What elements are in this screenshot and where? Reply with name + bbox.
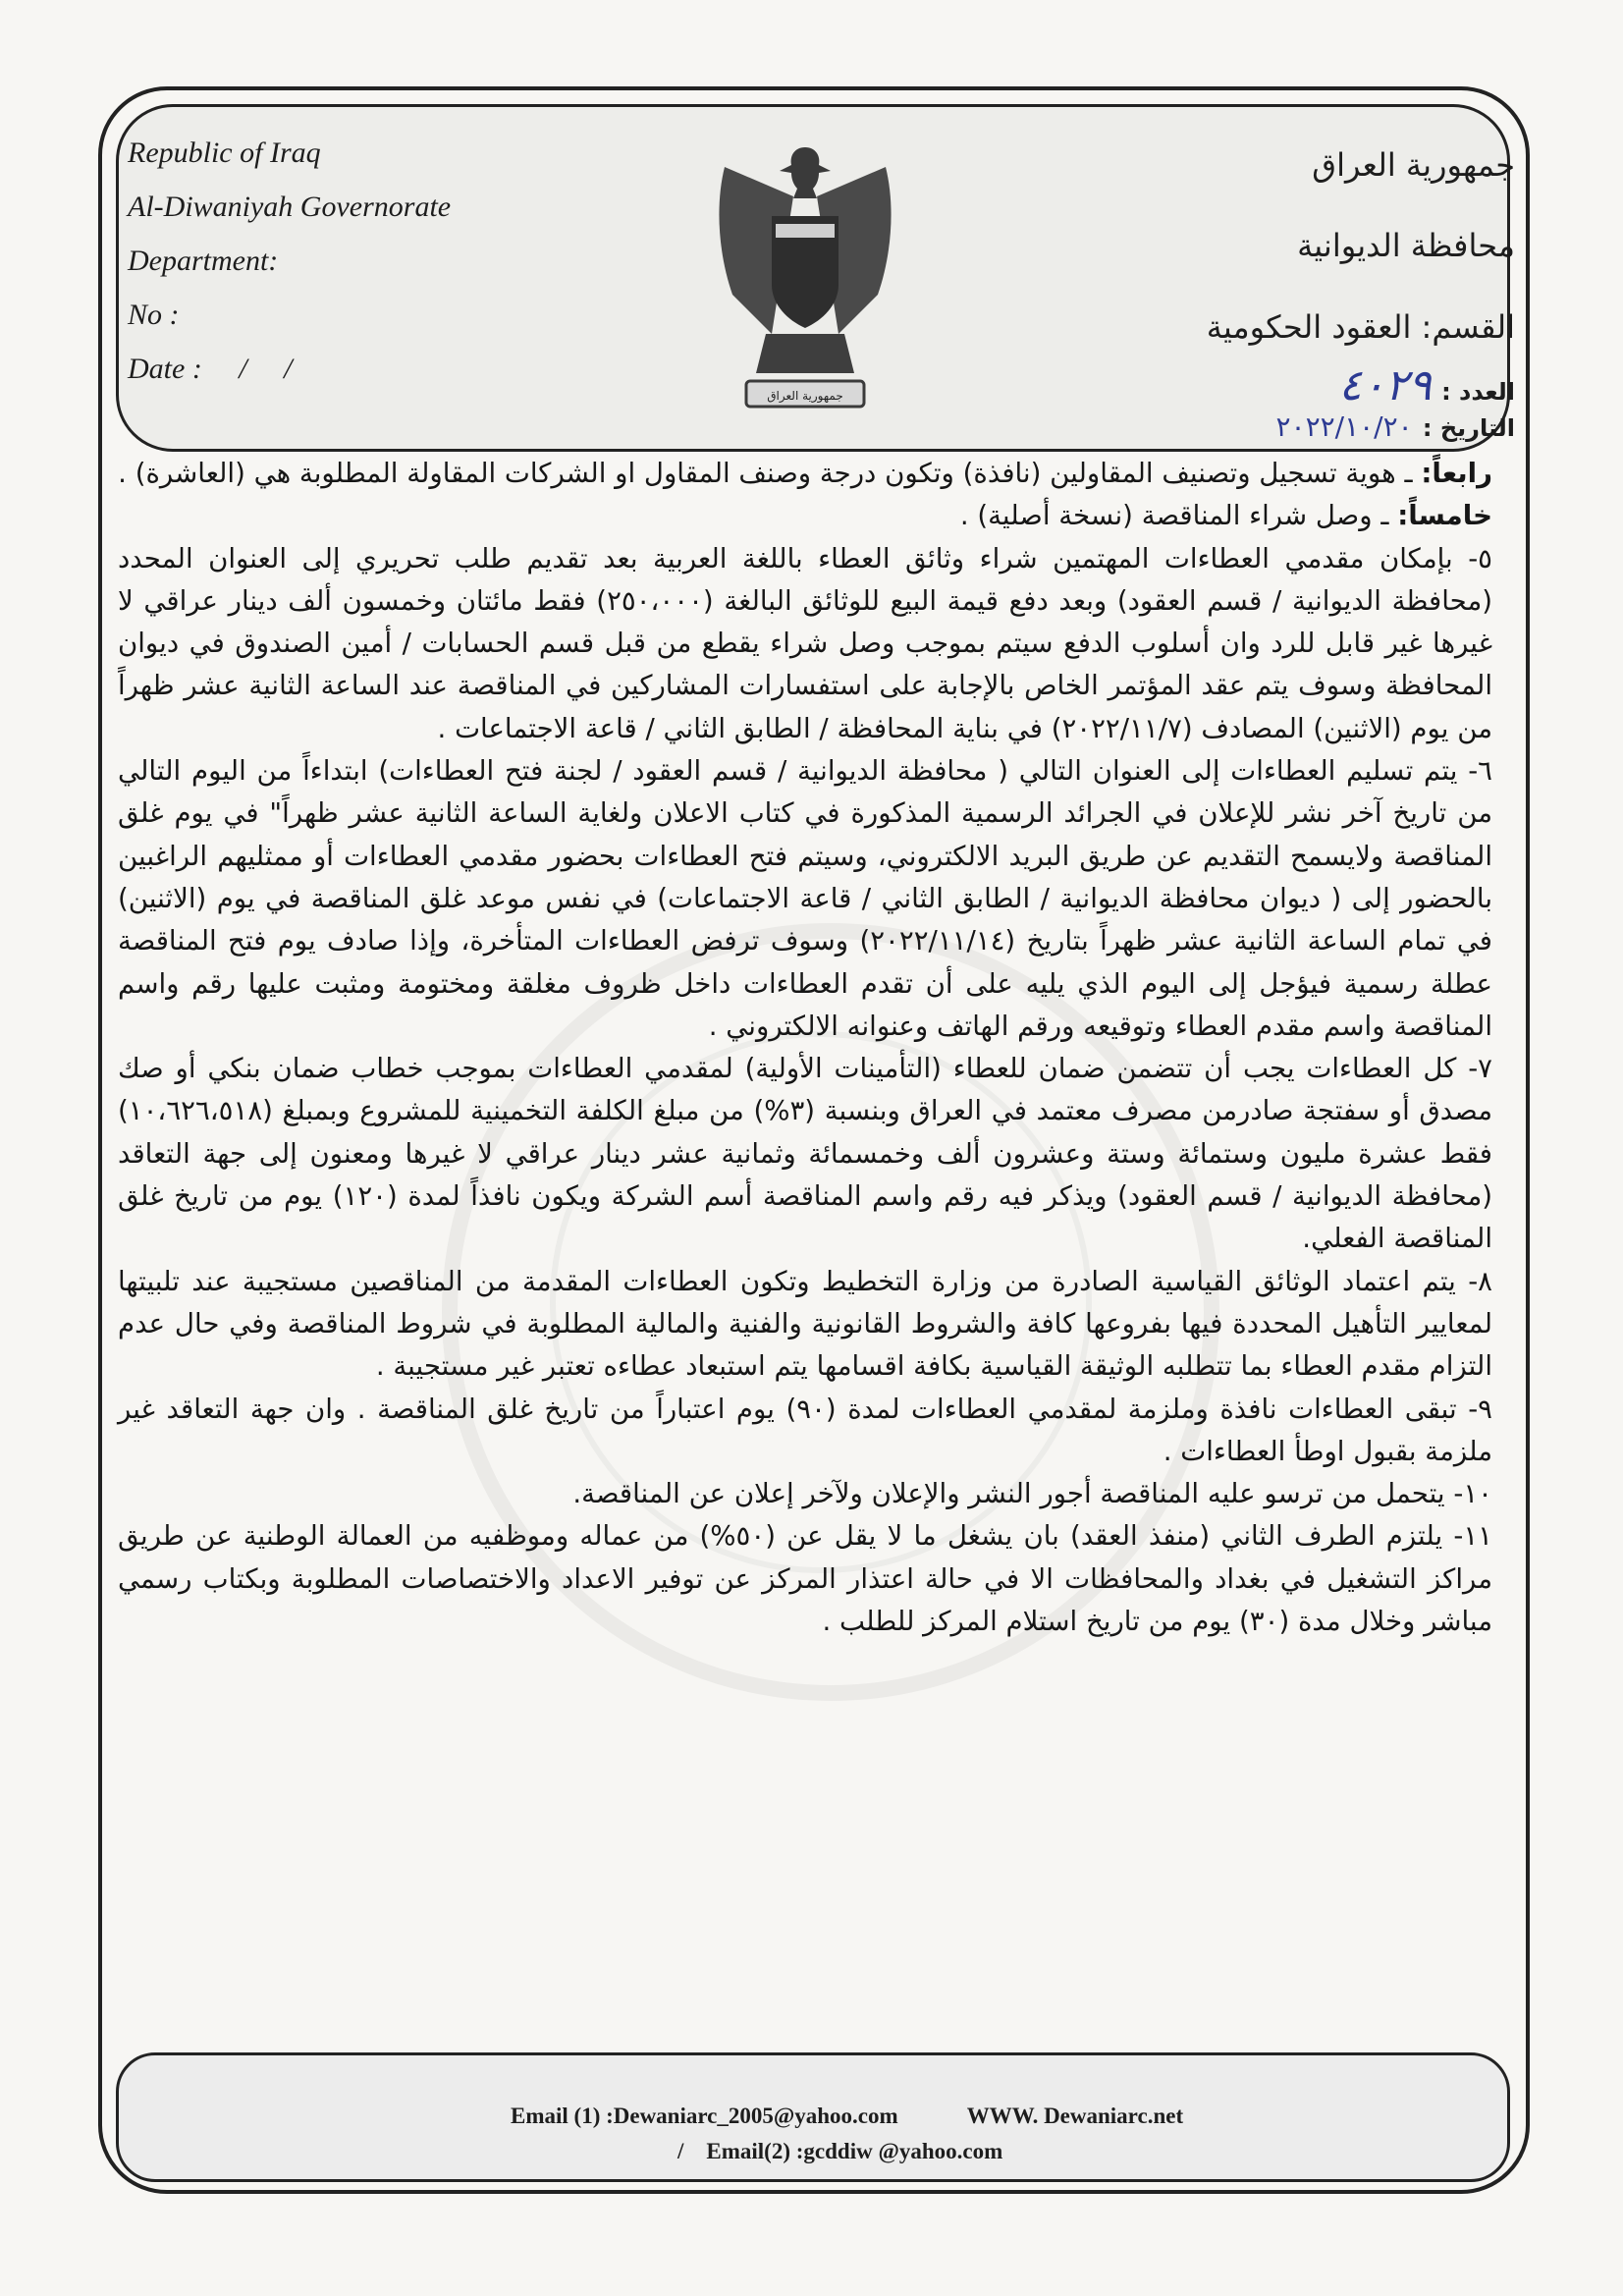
paragraph: ٧- كل العطاءات يجب أن تتضمن ضمان للعطاء (التأمينات الأولية) لمقدمي العطاءات بموجب خطاب ضمان بنكي أو صك مصدق أو سفتجة صادرمن مصرف معتمد في العراق وبنسبة (٣%) من مبلغ الكلفة التخمينية للمشروع وبمبلغ (١٠،٦٢٦،٥١٨) فقط عشرة مليون وستمائة وستة وعشرون ألف وخمسمائة وثمانية عشر دينار عراقي لا غيرها ومعنون إلى جهة التعاقد (محافظة الديوانية / قسم العقود) ويذكر فيه رقم واسم المناقصة أسم الشركة ويكون نافذاً لمدة (١٢٠) يوم من تاريخ غلق المناقصة الفعلي.: [118, 1052, 1493, 1255]
number-value-handwritten: ٤٠٢٩: [1338, 360, 1432, 410]
footer-email-2: Email(2) :gcddiw @yahoo.com: [706, 2139, 1003, 2163]
date-row: [1207, 406, 1515, 445]
letterhead-english: [128, 126, 451, 396]
republic-ar: جمهورية العراق: [1312, 146, 1515, 184]
paragraph: خامساً: ـ وصل شراء المناقصة (نسخة أصلية) .: [959, 499, 1492, 532]
footer-line-1: [511, 2104, 1183, 2129]
footer-email-1: Email (1) :Dewaniarc_2005@yahoo.com: [511, 2104, 898, 2128]
paragraph: ٥- بإمكان مقدمي العطاءات المهتمين شراء وثائق العطاء باللغة العربية بعد تقديم طلب تحريري إلى العنوان المحدد (محافظة الديوانية / قسم العقود) وبعد دفع قيمة البيع للوثائق البالغة (٢٥٠،٠٠٠) فقط مائتان وخمسون ألف دينار عراقي لا غيرها غير قابل للرد وان أسلوب الدفع سيتم بموجب وصل شراء يقطع من قبل قسم الحسابات / أمين الصندوق في ديوان المحافظة وسوف يتم عقد المؤتمر الخاص بالإجابة على استفسارات المشاركين في المناقصة عند الساعة الثانية عشر ظهراً من يوم (الاثنين) المصادف (٢٠٢٢/١١/٧) في بناية المحافظة / الطابق الثاني / قاعة الاجتماعات .: [118, 541, 1492, 744]
number-row: [1207, 360, 1515, 410]
letterhead-arabic: [1207, 126, 1515, 445]
iraq-eagle-emblem: [707, 137, 903, 422]
governorate-en: Al-Diwaniyah Governorate: [128, 191, 452, 223]
number-label-ar: العدد :: [1441, 378, 1515, 406]
republic-en: Republic of Iraq: [128, 137, 321, 169]
governorate-ar: محافظة الديوانية: [1297, 227, 1515, 264]
date-value-handwritten: ٢٠٢٢/١٠/٢٠: [1275, 410, 1413, 443]
date-en: Date : / /: [128, 353, 293, 385]
department-en: Department:: [128, 245, 279, 277]
date-label-ar: التاريخ :: [1422, 414, 1515, 442]
department-ar: القسم: العقود الحكومية: [1206, 308, 1515, 346]
paragraph: ٦- يتم تسليم العطاءات إلى العنوان التالي ( محافظة الديوانية / قسم العقود / لجنة فتح العطاءات) ابتداءاً من اليوم التالي من تاريخ آخر نشر للإعلان في الجرائد الرسمية المذكورة في كتاب الاعلان ولغاية الساعة الثانية عشر ظهراً" في يوم غلق المناقصة ولايسمح التقديم عن طريق البريد الالكتروني، وسيتم فتح العطاءات بحضور مقدمي العطاءات أو ممثليهم الراغبين بالحضور إلى ( ديوان محافظة الديوانية / الطابق الثاني / قاعة الاجتماعات) في نفس موعد غلق المناقصة في يوم (الاثنين) في تمام الساعة الثانية عشر ظهراً بتاريخ (٢٠٢٢/١١/١٤) وسوف ترفض العطاءات المتأخرة، وإذا صادف يوم فتح المناقصة عطلة رسمية فيؤجل إلى اليوم الذي يليه على أن تقدم العطاءات داخل ظروف مغلقة ومختومة ومثبت عليها رقم واسم المناقصة واسم مقدم العطاء وتوقيعه ورقم الهاتف وعنوانه الالكتروني .: [118, 754, 1492, 1042]
paragraph-label: خامساً:: [1397, 499, 1492, 532]
footer-website: WWW. Dewaniarc.net: [966, 2104, 1184, 2128]
number-en: No :: [128, 299, 180, 331]
paragraph: ٨- يتم اعتماد الوثائق القياسية الصادرة من وزارة التخطيط وتكون العطاءات المقدمة من المناقصين مستجيبة عند تلبيتها لمعايير التأهيل المحددة فيها بفروعها كافة والشروط القانونية والفنية والمالية المطلوبة في شروط المناقصة وفي حال عدم التزام مقدم العطاء بما تتطلبه الوثيقة القياسية بكافة اقسامها يتم استبعاد عطاءه تعتبر غير مستجيبة .: [118, 1264, 1492, 1383]
emblem-caption: جمهورية العراق: [767, 389, 843, 403]
paragraph-label: رابعاً:: [1421, 457, 1492, 489]
footer-separator: /: [677, 2139, 684, 2163]
footer-line-2: [677, 2139, 1002, 2164]
paragraph: ١٠- يتحمل من ترسو عليه المناقصة أجور النشر والإعلان ولآخر إعلان عن المناقصة.: [572, 1477, 1492, 1510]
paragraph: ١١- يلتزم الطرف الثاني (منفذ العقد) بان يشغل ما لا يقل عن (٥٠%) من عماله وموظفيه من العمالة الوطنية عن طريق مراكز التشغيل في بغداد والمحافظات الا في حالة اعتذار المركز عن توفير الاعداد والاختصاصات المطلوبة وبكتاب رسمي مباشر وخلال مدة (٣٠) يوم من تاريخ استلام المركز للطلب .: [118, 1519, 1492, 1638]
document-body: [118, 452, 1492, 1642]
paragraph: رابعاً: ـ هوية تسجيل وتصنيف المقاولين (نافذة) وتكون درجة وصنف المقاول او الشركات المقاولة المطلوبة هي (العاشرة) .: [118, 457, 1492, 489]
paragraph: ٩- تبقى العطاءات نافذة وملزمة لمقدمي العطاءات لمدة (٩٠) يوم اعتباراً من تاريخ غلق المناقصة . وان جهة التعاقد غير ملزمة بقبول اوطأ العطاءات .: [118, 1392, 1492, 1467]
